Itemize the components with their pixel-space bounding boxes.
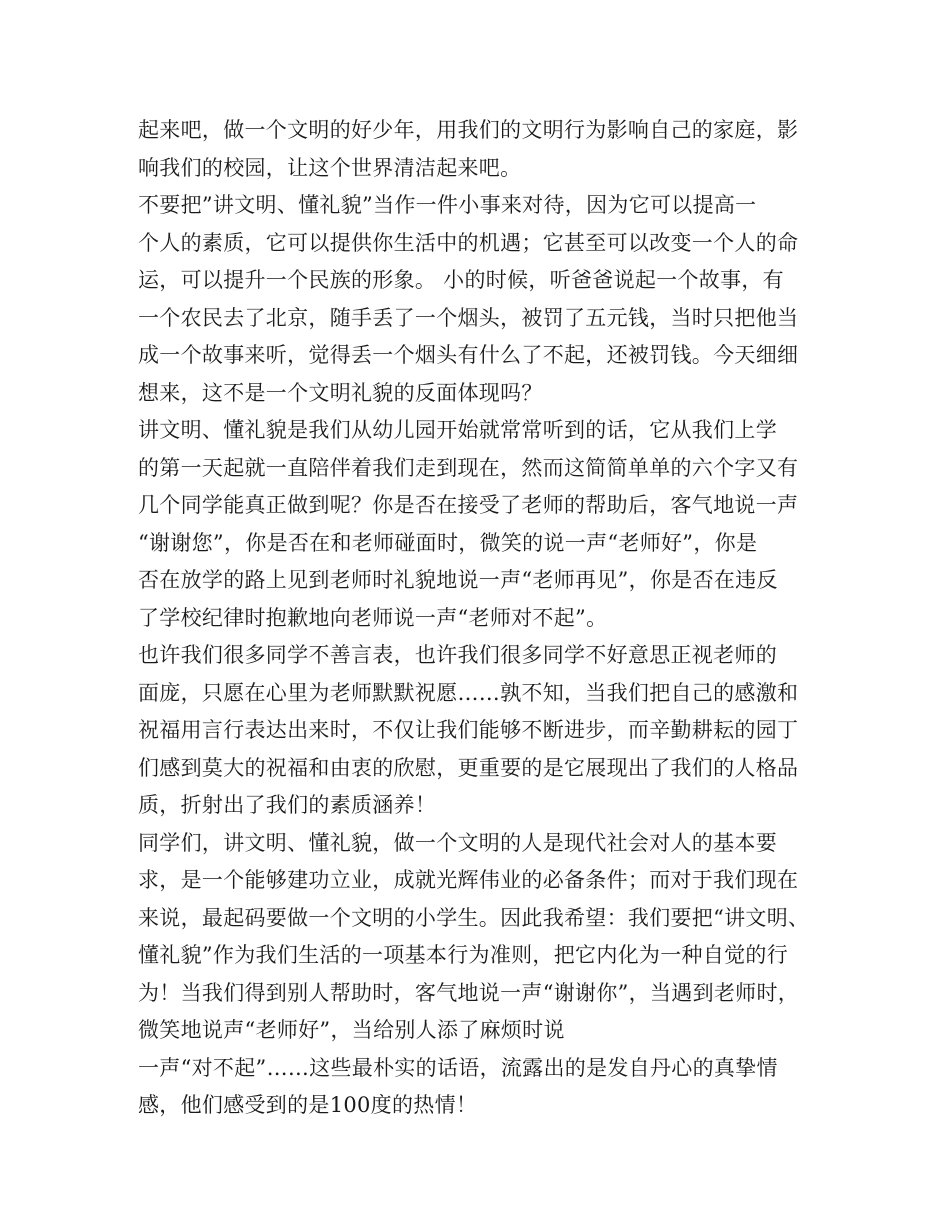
text-line: 感，他们感受到的是100度的热情！ xyxy=(138,1093,478,1117)
text-line: 求，是一个能够建功立业，成就光辉伟业的必备条件；而对于我们现在 xyxy=(138,868,799,892)
text-line: 了学校纪律时抱歉地向老师说一声“老师对不起”。 xyxy=(138,605,608,630)
text-line: 运，可以提升一个民族的形象。 小的时候，听爸爸说起一个故事，有 xyxy=(138,268,784,292)
text-line: 来说，最起码要做一个文明的小学生。因此我希望：我们要把“讲文明、 xyxy=(138,905,810,930)
text-line: 也许我们很多同学不善言表，也许我们很多同学不好意思正视老师的 xyxy=(138,643,777,667)
text-line: 个人的素质，它可以提供你生活中的机遇；它甚至可以改变一个人的命 xyxy=(138,230,799,255)
text-line: 的第一天起就一直陪伴着我们走到现在，然而这简简单单的六个字又有 xyxy=(138,455,799,480)
text-line: 一个农民去了北京，随手丢了一个烟头，被罚了五元钱，当时只把他当 xyxy=(138,305,799,330)
text-line: 同学们，讲文明、懂礼貌，做一个文明的人是现代社会对人的基本要 xyxy=(138,830,777,855)
text-line: 为！当我们得到别人帮助时，客气地说一声“谢谢你”，当遇到老师时， xyxy=(138,980,800,1005)
text-line: 一声“对不起”……这些最朴实的话语，流露出的是发自丹心的真挚情 xyxy=(138,1055,778,1080)
document-body xyxy=(138,112,818,1125)
text-line: 想来，这不是一个文明礼貌的反面体现吗？ xyxy=(138,380,543,405)
text-line: 起来吧，做一个文明的好少年，用我们的文明行为影响自己的家庭，影 xyxy=(138,118,799,142)
text-line: 不要把”讲文明、懂礼貌”当作一件小事来对待，因为它可以提高一 xyxy=(138,193,757,217)
text-line: 面庞，只愿在心里为老师默默祝愿……孰不知，当我们把自己的感激和 xyxy=(138,680,799,705)
text-line: 微笑地说声“老师好”，当给别人添了麻烦时说 xyxy=(138,1018,565,1042)
text-line: 响我们的校园，让这个世界清洁起来吧。 xyxy=(138,155,522,180)
text-line: “谢谢您”，你是否在和老师碰面时，微笑的说一声“老师好”，你是 xyxy=(138,530,758,555)
text-line: 几个同学能真正做到呢？你是否在接受了老师的帮助后，客气地说一声 xyxy=(138,493,799,517)
text-line: 质，折射出了我们的素质涵养！ xyxy=(138,793,437,817)
text-line: 讲文明、懂礼貌是我们从幼儿园开始就常常听到的话，它从我们上学 xyxy=(138,418,777,442)
text-line: 们感到莫大的祝福和由衷的欣慰，更重要的是它展现出了我们的人格品 xyxy=(138,755,799,780)
text-line: 祝福用言行表达出来时，不仅让我们能够不断进步，而辛勤耕耘的园丁 xyxy=(138,718,799,742)
text-line: 成一个故事来听，觉得丢一个烟头有什么了不起，还被罚钱。今天细细 xyxy=(138,343,799,367)
text-line: 懂礼貌”作为我们生活的一项基本行为准则，把它内化为一种自觉的行 xyxy=(138,943,789,967)
text-line: 否在放学的路上见到老师时礼貌地说一声“老师再见”，你是否在违反 xyxy=(138,568,778,592)
